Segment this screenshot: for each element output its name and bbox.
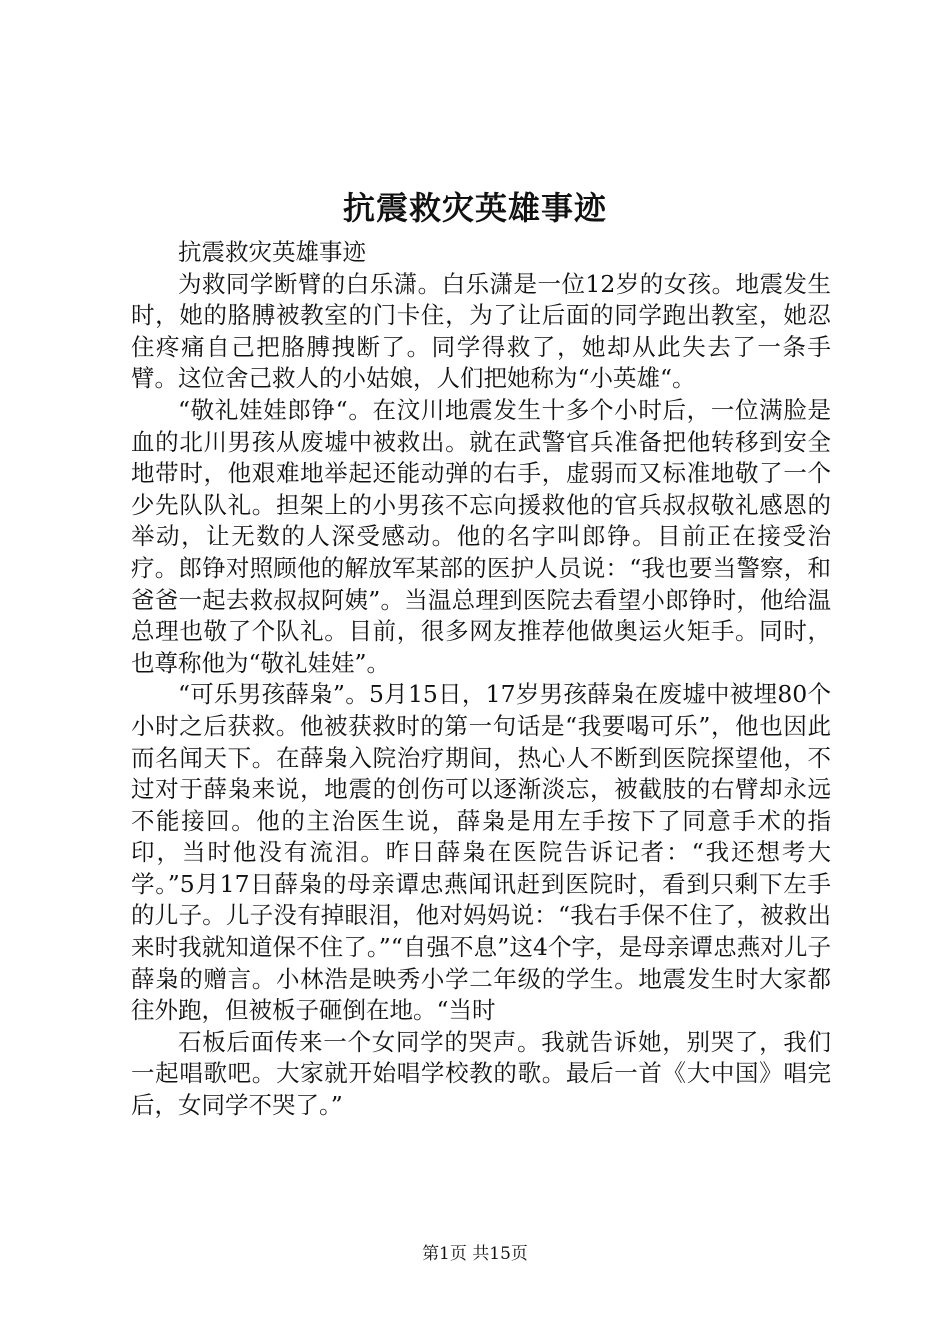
paragraph-xue-xiao: “可乐男孩薛枭”。5月15日，17岁男孩薛枭在废墟中被埋80个小时之后获救。他被获救时的第一句话是“我要喝可乐”，他也因此而名闻天下。在薛枭入院治疗期间，热心人不断到医院探望他，不过对于薛枭来说，地震的创伤可以逐渐淡忘，被截肢的右臂却永远不能接回。他的主治医生说，薛枭是用左手按下了同意手术的指印，当时他没有流泪。昨日薛枭在医院告诉记者：“我还想考大学。”5月17日薛枭的母亲谭忠燕闻讯赶到医院时，看到只剩下左手的儿子。儿子没有掉眼泪，他对妈妈说：“我右手保不住了，被救出来时我就知道保不住了。”“自强不息”这4个字，是母亲谭忠燕对儿子薛枭的赠言。小林浩是映秀小学二年级的学生。地震发生时大家都往外跑，但被板子砸倒在地。“当时 — [131, 680, 831, 1025]
paragraph-lang-zheng: “敬礼娃娃郎铮“。在汶川地震发生十多个小时后，一位满脸是血的北川男孩从废墟中被救出。就在武警官兵准备把他转移到安全地带时，他艰难地举起还能动弹的右手，虚弱而又标准地敬了一个少先队队礼。担架上的小男孩不忘向援救他的官兵叔叔敬礼感恩的举动，让无数的人深受感动。他的名字叫郎铮。目前正在接受治疗。郎铮对照顾他的解放军某部的医护人员说：“我也要当警察，和爸爸一起去救叔叔阿姨”。当温总理到医院去看望小郎铮时，他给温总理也敬了个队礼。目前，很多网友推荐他做奥运火矩手。同时，也尊称他为“敬礼娃娃”。 — [131, 395, 831, 677]
paragraph-subtitle: 抗震救灾英雄事迹 — [178, 238, 366, 266]
paragraph-lin-hao: 石板后面传来一个女同学的哭声。我就告诉她，别哭了，我们一起唱歌吧。大家就开始唱学校教的歌。最后一首《大中国》唱完后，女同学不哭了。” — [131, 1027, 831, 1120]
page-number-footer: 第1页 共15页 — [422, 1244, 528, 1264]
document-body — [131, 237, 831, 1122]
document-title: 抗震救灾英雄事迹 — [342, 189, 607, 227]
paragraph-bai-lexiao: 为救同学断臂的白乐潇。白乐潇是一位12岁的女孩。地震发生时，她的胳膊被教室的门卡住，为了让后面的同学跑出教室，她忍住疼痛自己把胳膊拽断了。同学得救了，她却从此失去了一条手臂。这位舍己救人的小姑娘，人们把她称为“小英雄“。 — [131, 269, 831, 393]
